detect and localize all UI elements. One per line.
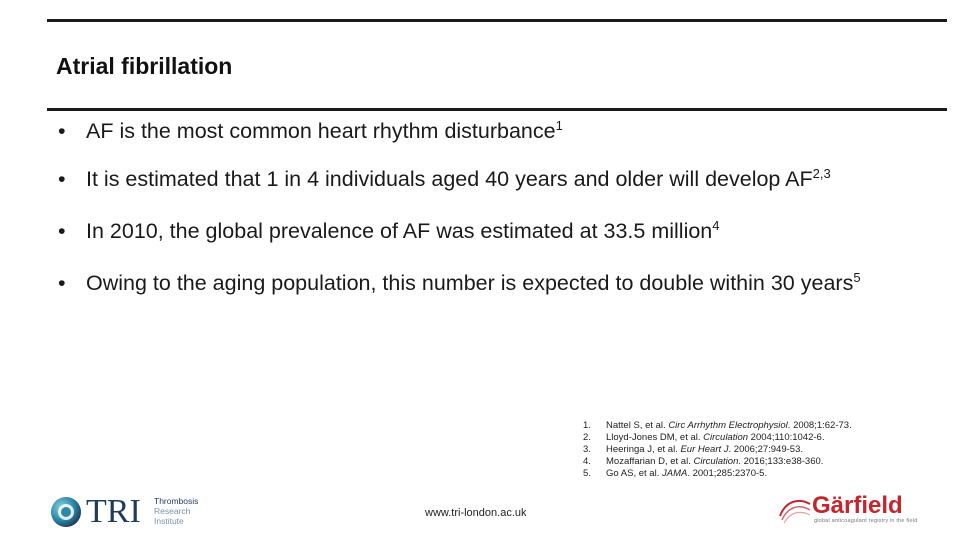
reference-item: 5. Go AS, et al. JAMA. 2001;285:2370-5. (583, 468, 768, 479)
reference-item: 2. Lloyd-Jones DM, et al. Circulation 2004;110:1042-6. (583, 432, 825, 443)
reference-item: 1. Nattel S, et al. Circ Arrhythm Electrophysiol. 2008;1:62-73. (583, 420, 852, 431)
tri-globe-icon (50, 496, 82, 528)
reference-item: 3. Heeringa J, et al. Eur Heart J. 2006;27:949-53. (583, 444, 803, 455)
garfield-logo-tagline: global anticoagulant registry in the field (814, 518, 918, 524)
top-divider (47, 19, 947, 22)
slide-title: Atrial fibrillation (56, 53, 233, 79)
garfield-swirl-icon (778, 494, 812, 524)
tri-logo-letters: TRI (86, 493, 141, 530)
bullet-item (56, 118, 926, 144)
bullet-dot: • (58, 167, 66, 191)
bullet-text: In 2010, the global prevalence of AF was estimated at 33.5 million (86, 219, 713, 243)
bullet-item (56, 270, 926, 296)
bullet-dot: • (58, 219, 66, 243)
reference-item: 4. Mozaffarian D, et al. Circulation. 2016;133:e38-360. (583, 456, 824, 467)
bullet-text: It is estimated that 1 in 4 individuals aged 40 years and older will develop AF (86, 167, 813, 191)
title-divider (47, 108, 947, 111)
bullet-citation: 5 (853, 270, 861, 285)
bullet-citation: 1 (555, 118, 563, 133)
garfield-logo (778, 492, 918, 528)
garfield-logo-name: Gärfield (812, 492, 903, 519)
bullet-text: Owing to the aging population, this number is expected to double within 30 years (86, 271, 854, 295)
reference-list (583, 420, 852, 480)
bullet-citation: 2,3 (812, 166, 831, 181)
bullet-text: AF is the most common heart rhythm disturbance (86, 119, 556, 143)
footer-url[interactable]: www.tri-london.ac.uk (425, 507, 527, 519)
tri-logo (50, 493, 220, 531)
bullet-dot: • (58, 119, 66, 143)
bullet-item (56, 166, 926, 192)
bullet-dot: • (58, 271, 66, 295)
tri-logo-subtitle: Thrombosis Research Institute (154, 496, 199, 526)
bullet-citation: 4 (712, 218, 720, 233)
bullet-list (56, 118, 926, 318)
bullet-item (56, 218, 926, 244)
